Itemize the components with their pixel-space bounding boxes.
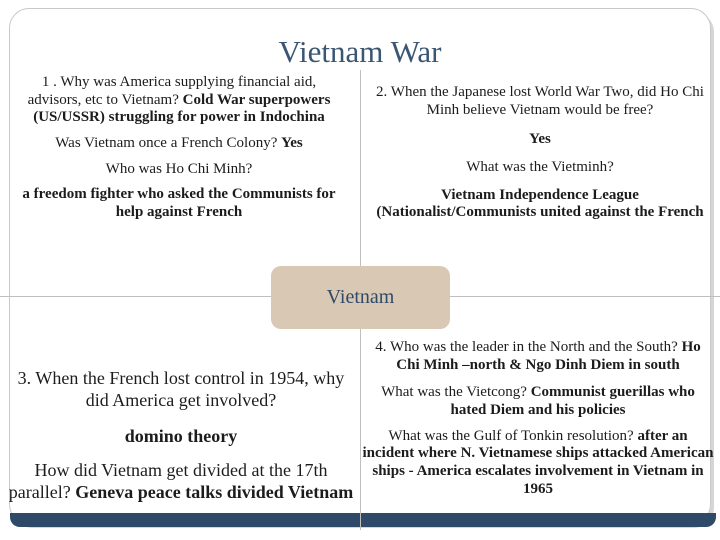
answer-text: after an incident where N. Vietnamese ships attacked American ships - America escalates involvement in Vietnam in 1965 — [362, 427, 714, 497]
question-number: 1 . — [41, 74, 57, 90]
answer-text: Geneva peace talks divided Vietnam — [75, 481, 354, 502]
q3-answer-1: domino theory — [124, 425, 238, 446]
q2-question-2: What was the Vietminh? — [466, 159, 614, 176]
answer-text: Ho Chi Minh –north & Ngo Dinh Diem in south — [396, 339, 701, 373]
q2-answer-2: Vietnam Independence League (Nationalist/Communists united against the French — [376, 186, 704, 221]
quadrant-1 — [14, 74, 344, 222]
question-text: How did Vietnam get divided at the 17th parallel? — [8, 459, 328, 502]
quadrant-3 — [6, 368, 356, 504]
question-text: Who was the leader in the North and the South? — [389, 339, 678, 355]
q3-question-2 — [6, 460, 356, 504]
bottom-accent-bar — [10, 513, 716, 527]
quadrant-2 — [368, 84, 712, 222]
question-number: 2. — [376, 84, 388, 100]
q1-answer-3: a freedom fighter who asked the Communists for help against French — [22, 186, 336, 221]
center-label-box — [271, 266, 450, 329]
q4-question-2 — [362, 384, 714, 419]
center-label: Vietnam — [326, 286, 395, 308]
question-text: Was Vietnam once a French Colony? — [55, 135, 278, 152]
quadrant-4 — [362, 339, 714, 499]
q1-question-3: Who was Ho Chi Minh? — [105, 160, 253, 177]
q2-answer-1: Yes — [529, 131, 551, 148]
q4-question-3 — [362, 428, 714, 499]
q1-question-2 — [14, 135, 344, 153]
q2-question-1 — [368, 84, 712, 119]
question-text: What was the Vietcong? — [381, 384, 527, 401]
answer-text: Yes — [281, 135, 303, 152]
question-text: What was the Gulf of Tonkin resolution? — [388, 427, 634, 444]
question-text: Why was America supplying financial aid, advisors, etc to Vietnam? — [27, 74, 317, 108]
q1-question-1 — [14, 74, 344, 127]
question-text: When the French lost control in 1954, why did America get involved? — [35, 368, 345, 410]
answer-text: Cold War superpowers (US/USSR) struggling for power in Indochina — [33, 91, 331, 126]
question-text: When the Japanese lost World War Two, did Ho Chi Minh believe Vietnam would be free? — [390, 84, 704, 118]
question-number: 3. — [17, 368, 32, 388]
question-number: 4. — [375, 339, 387, 355]
q3-question-1 — [6, 368, 356, 412]
slide-title: Vietnam War — [278, 34, 442, 69]
q4-question-1 — [362, 339, 714, 374]
answer-text: Communist guerillas who hated Diem and his policies — [450, 384, 695, 419]
